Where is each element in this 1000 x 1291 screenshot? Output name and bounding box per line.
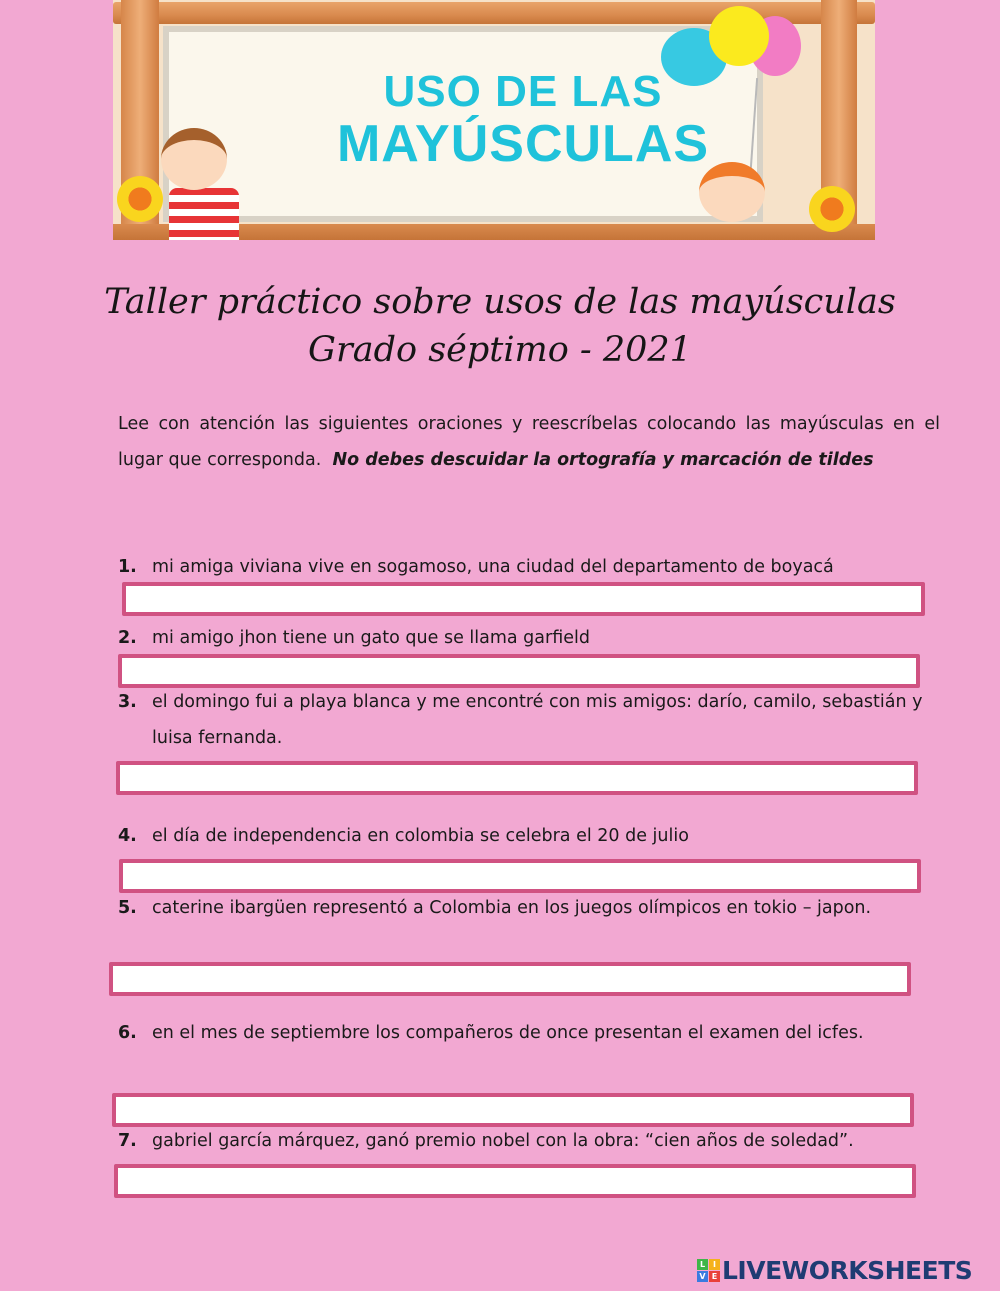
logo-live-icon [697, 1259, 720, 1282]
question-text: en el mes de septiembre los compañeros de once presentan el examen del icfes. [152, 1023, 864, 1043]
question-7 [118, 1123, 948, 1159]
question-number: 5. [118, 898, 137, 918]
logo-letter: E [709, 1271, 720, 1282]
balloon-yellow-icon [709, 6, 769, 66]
answer-input-2[interactable] [118, 654, 920, 688]
logo-letter: I [709, 1259, 720, 1270]
liveworksheets-logo[interactable] [697, 1255, 972, 1285]
banner-title-line1: USO DE LAS [383, 67, 663, 116]
question-1 [118, 549, 938, 585]
banner-title-line2: MAYÚSCULAS [336, 115, 710, 173]
question-6 [118, 1015, 938, 1051]
worksheet-title: Taller práctico sobre usos de las mayúsculas [104, 282, 896, 322]
answer-input-6[interactable] [112, 1093, 914, 1127]
question-2 [118, 620, 938, 656]
question-text: gabriel garcía márquez, ganó premio nobel con la obra: “cien años de soledad”. [152, 1131, 854, 1151]
answer-input-3[interactable] [116, 761, 918, 795]
logo-letter: V [697, 1271, 708, 1282]
question-4 [118, 818, 938, 854]
logo-text: LIVEWORKSHEETS [722, 1255, 973, 1285]
question-text: el domingo fui a playa blanca y me encontré con mis amigos: darío, camilo, sebastián y luisa fernanda. [152, 692, 923, 748]
question-number: 2. [118, 628, 137, 648]
question-text: caterine ibargüen representó a Colombia en los juegos olímpicos en tokio – japon. [152, 898, 872, 918]
question-text: mi amiga viviana vive en sogamoso, una ciudad del departamento de boyacá [152, 557, 834, 577]
question-text: el día de independencia en colombia se celebra el 20 de julio [152, 826, 689, 846]
kid-right-head [699, 162, 765, 222]
instructions-text: Lee con atención las siguientes oraciones y reescríbelas colocando las mayúsculas en el lugar que corresponda. [118, 414, 940, 470]
instructions-warning: No debes descuidar la ortografía y marcación de tildes [332, 450, 874, 470]
kid-left-body [169, 188, 239, 240]
answer-input-1[interactable] [122, 582, 925, 616]
question-number: 1. [118, 557, 137, 577]
question-3 [118, 684, 938, 756]
question-number: 3. [118, 692, 137, 712]
sunflower-icon [809, 186, 855, 232]
question-number: 7. [118, 1131, 137, 1151]
question-number: 4. [118, 826, 137, 846]
banner-image [113, 0, 875, 240]
answer-input-7[interactable] [114, 1164, 916, 1198]
answer-input-4[interactable] [119, 859, 921, 893]
answer-input-5[interactable] [109, 962, 911, 996]
question-5 [118, 890, 938, 926]
worksheet-subtitle: Grado séptimo - 2021 [308, 330, 692, 370]
question-number: 6. [118, 1023, 137, 1043]
banner-title [303, 67, 743, 173]
kid-left-head [161, 128, 227, 190]
instructions [118, 406, 940, 478]
question-text: mi amigo jhon tiene un gato que se llama garfield [152, 628, 590, 648]
logo-letter: L [697, 1259, 708, 1270]
sunflower-icon [117, 176, 163, 222]
